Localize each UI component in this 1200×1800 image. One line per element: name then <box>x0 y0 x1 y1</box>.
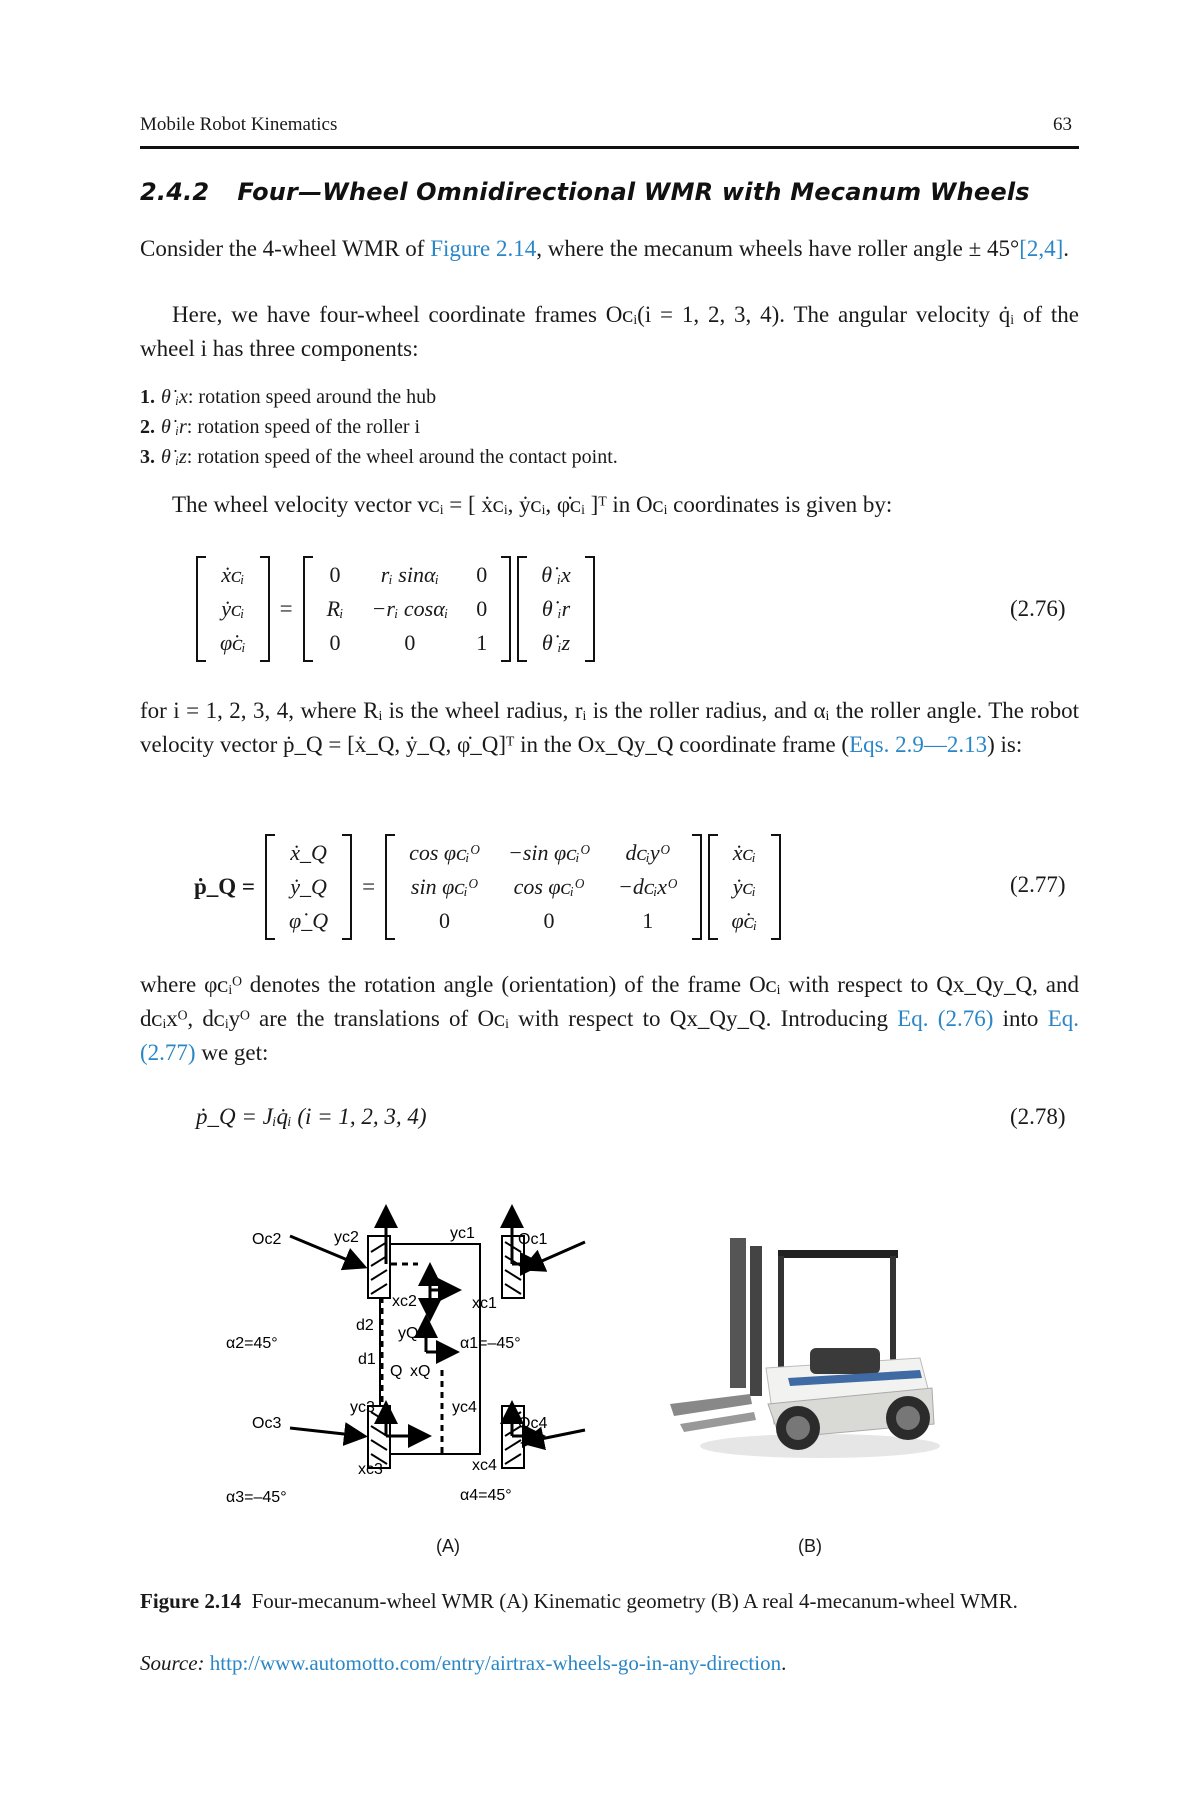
para1-text-a: Consider the 4-wheel WMR of <box>140 236 431 261</box>
figure-source <box>140 1648 1079 1678</box>
list-item <box>140 442 618 472</box>
label-yc4: yc4 <box>452 1399 477 1416</box>
matrix-rhs: ẋᴄᵢ ẏᴄᵢ φ̇ᴄᵢ <box>708 836 782 938</box>
figure-link[interactable]: Figure 2.14 <box>430 236 537 261</box>
label-xc1: xc1 <box>472 1295 497 1312</box>
paragraph-frames: Here, we have four-wheel coordinate frames Oᴄᵢ(i = 1, 2, 3, 4). The angular velocity q̇ᵢ of the wheel i has three components: <box>140 302 1079 361</box>
label-oc4: Oc4 <box>518 1415 548 1432</box>
label-oc3: Oc3 <box>252 1415 282 1432</box>
caption-label: Figure 2.14 <box>140 1589 242 1613</box>
para1-text-c: . <box>1063 236 1070 261</box>
panel-label-a: (A) <box>436 1536 460 1556</box>
page-number: 63 <box>1053 114 1072 135</box>
equation-2-77-link[interactable]: Eq. (2.77) <box>140 1006 1080 1065</box>
label-alpha2: α2=45° <box>226 1335 278 1352</box>
label-alpha3: α3=–45° <box>226 1489 287 1506</box>
source-link[interactable]: http://www.automotto.com/entry/airtrax-wheels-go-in-any-direction <box>209 1651 782 1675</box>
list-symbol: θ̇ ᵢz <box>161 446 187 468</box>
equation-number-2-77: (2.77) <box>1010 872 1066 897</box>
matrix-lhs: ẋᴄᵢ ẏᴄᵢ φ̇ᴄᵢ <box>196 558 270 660</box>
para1-text-b: , where the mecanum wheels have roller angle ± 45° <box>536 236 1020 261</box>
para5-text-c: we get: <box>195 1040 269 1065</box>
list-number: 3. <box>140 446 155 468</box>
list-number: 1. <box>140 386 155 408</box>
label-alpha1: α1=–45° <box>460 1335 521 1352</box>
equations-link[interactable]: Eqs. 2.9—2.13 <box>849 732 988 757</box>
equation-2-76 <box>196 558 595 660</box>
para5-text-b: into <box>993 1006 1048 1031</box>
paragraph-translation <box>140 968 1079 1070</box>
list-text: : rotation speed of the wheel around the contact point. <box>186 446 618 468</box>
section-title: Four—Wheel Omnidirectional WMR with Mecanum Wheels <box>237 178 1030 206</box>
equation-2-78: ṗ_Q = Jᵢq̇ᵢ (i = 1, 2, 3, 4) <box>196 1104 427 1129</box>
equals-sign: = <box>362 874 376 899</box>
label-oc2: Oc2 <box>252 1231 282 1248</box>
list-text: : rotation speed around the hub <box>187 386 437 408</box>
label-yq: yQ <box>398 1325 419 1342</box>
label-xc2: xc2 <box>392 1293 417 1310</box>
section-number: 2.4.2 <box>140 178 210 206</box>
matrix-rotation: cos φᴄᵢᴼ −sin φᴄᵢᴼ dᴄᵢyᴼ sin φᴄᵢᴼ cos φᴄᵢᴼ −dᴄᵢxᴼ 0 0 1 <box>385 836 701 938</box>
label-oc1: Oc1 <box>518 1231 548 1248</box>
label-alpha4: α4=45° <box>460 1487 512 1504</box>
paragraph-robot-velocity <box>140 694 1079 762</box>
kinematic-diagram <box>226 1180 690 1520</box>
section-heading <box>140 178 1030 206</box>
figure-caption <box>140 1586 1079 1616</box>
para4-text-a: for i = 1, 2, 3, 4, where Rᵢ is the wheel radius, rᵢ is the roller radius, and αᵢ the roller angle. The robot velocity vector ṗ_Q = [ẋ_Q, ẏ_Q, φ̇_Q]ᵀ in the Ox_Qy_Q coordinate frame ( <box>140 698 1079 757</box>
matrix-lhs: ẋ_Q ẏ_Q φ̇_Q <box>265 836 352 938</box>
list-symbol: θ̇ ᵢr <box>161 416 187 438</box>
citation-link[interactable]: [2,4] <box>1019 236 1064 261</box>
component-list <box>140 382 618 472</box>
header-rule <box>140 146 1079 149</box>
list-item <box>140 412 618 442</box>
equation-number-2-76: (2.76) <box>1010 596 1066 621</box>
para4-text-b: ) is: <box>987 732 1023 757</box>
label-d1: d1 <box>358 1351 376 1368</box>
equation-2-77 <box>194 836 781 938</box>
label-yc2: yc2 <box>334 1229 359 1246</box>
equation-lhs-symbol: ṗ_Q = <box>194 874 256 899</box>
forklift-photo <box>670 1228 950 1468</box>
panel-label-b: (B) <box>798 1536 822 1556</box>
list-item <box>140 382 618 412</box>
source-end: . <box>781 1651 787 1675</box>
list-symbol: θ̇ ᵢx <box>161 386 188 408</box>
equation-2-76-link[interactable]: Eq. (2.76) <box>897 1006 994 1031</box>
paragraph-wheel-velocity: The wheel velocity vector vᴄᵢ = [ ẋᴄᵢ, ẏᴄᵢ, φ̇ᴄᵢ ]ᵀ in Oᴄᵢ coordinates is given by: <box>172 492 893 517</box>
label-xq: xQ <box>410 1363 431 1380</box>
label-q: Q <box>390 1363 403 1380</box>
label-yc3: yc3 <box>350 1399 375 1416</box>
source-label: Source: <box>140 1651 205 1675</box>
label-yc1: yc1 <box>450 1225 475 1242</box>
paragraph-intro <box>140 232 1079 266</box>
label-xc4: xc4 <box>472 1457 497 1474</box>
matrix-rhs: θ̇ ᵢx θ̇ ᵢr θ̇ ᵢz <box>517 558 595 660</box>
equation-number-2-78: (2.78) <box>1010 1104 1066 1129</box>
list-number: 2. <box>140 416 155 438</box>
matrix-transform: 0 rᵢ sinαᵢ 0 Rᵢ −rᵢ cosαᵢ 0 0 0 1 <box>303 558 512 660</box>
label-d2: d2 <box>356 1317 374 1334</box>
label-xc3: xc3 <box>358 1461 383 1478</box>
caption-text: Four-mecanum-wheel WMR (A) Kinematic geometry (B) A real 4-mecanum-wheel WMR. <box>251 1589 1018 1613</box>
list-text: : rotation speed of the roller i <box>186 416 421 438</box>
para5-text-a: where φᴄᵢᴼ denotes the rotation angle (orientation) of the frame Oᴄᵢ with respect to Qx_Qy_Q, and dᴄᵢxᴼ, dᴄᵢyᴼ are the translations of Oᴄᵢ with respect to Qx_Qy_Q. Introducing <box>140 972 1079 1031</box>
running-title: Mobile Robot Kinematics <box>140 114 338 135</box>
equals-sign: = <box>279 596 293 621</box>
